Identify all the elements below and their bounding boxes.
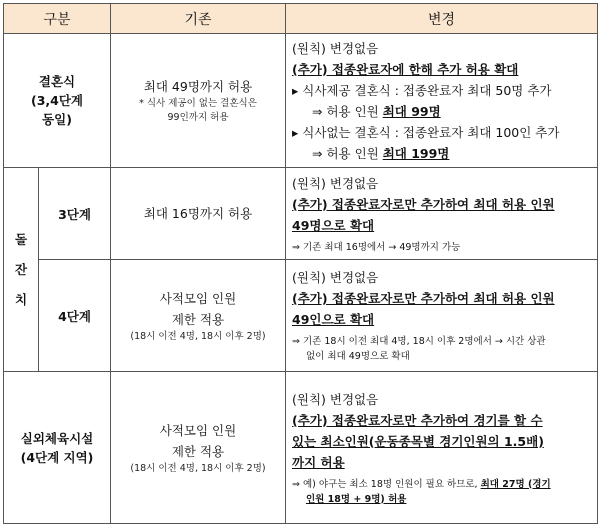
dol-3-change: (원칙) 변경없음 (추가) 접종완료자로만 추가하여 최대 허용 인원 49명으로 확대 ⇒ 기존 최대 16명에서 → 49명까지 가능: [286, 168, 598, 260]
row-sports: [4, 372, 598, 524]
wedding-label: 결혼식 (3,4단계 동일): [4, 34, 111, 168]
wedding-change: (원칙) 변경없음 (추가) 접종완료자에 한해 추가 허용 확대 ▸ 식사제공 결혼식 : 접종완료자 최대 50명 추가 ⇒ 허용 인원 최대 99명 ▸ 식사없는 결혼식 : 접종완료자 최대 100인 추가 ⇒ 허용 인원 최대 199명: [286, 34, 598, 168]
row-dol-4: [4, 260, 598, 372]
dol-label: 돌 잔 치: [4, 168, 39, 372]
row-dol-3: [4, 168, 598, 260]
header-change: 변경: [286, 4, 598, 34]
row-wedding: [4, 34, 598, 168]
dol-3-label: 3단계: [39, 168, 111, 260]
header-existing: 기존: [111, 4, 286, 34]
sports-label: 실외체육시설 (4단계 지역): [4, 372, 111, 524]
policy-table: [3, 3, 598, 524]
dol-4-label: 4단계: [39, 260, 111, 372]
dol-4-change: (원칙) 변경없음 (추가) 접종완료자로만 추가하여 최대 허용 인원 49인으로 확대 ⇒ 기존 18시 이전 최대 4명, 18시 이후 2명에서 → 시간 상관 없이 최대 49명으로 확대: [286, 260, 598, 372]
header-category: 구분: [4, 4, 111, 34]
header-row: [4, 4, 598, 34]
sports-existing: 사적모임 인원 제한 적용 (18시 이전 4명, 18시 이후 2명): [111, 372, 286, 524]
dol-4-existing: 사적모임 인원 제한 적용 (18시 이전 4명, 18시 이후 2명): [111, 260, 286, 372]
dol-3-existing: 최대 16명까지 허용: [111, 168, 286, 260]
sports-change: (원칙) 변경없음 (추가) 접종완료자로만 추가하여 경기를 할 수 있는 최소인원(운동종목별 경기인원의 1.5배) 까지 허용 ⇒ 예) 야구는 최소 18명 인원이 필요 하므로, 최대 27명 (경기 인원 18명 + 9명) 허용: [286, 372, 598, 524]
wedding-existing: 최대 49명까지 허용 * 식사 제공이 없는 결혼식은 99인까지 허용: [111, 34, 286, 168]
